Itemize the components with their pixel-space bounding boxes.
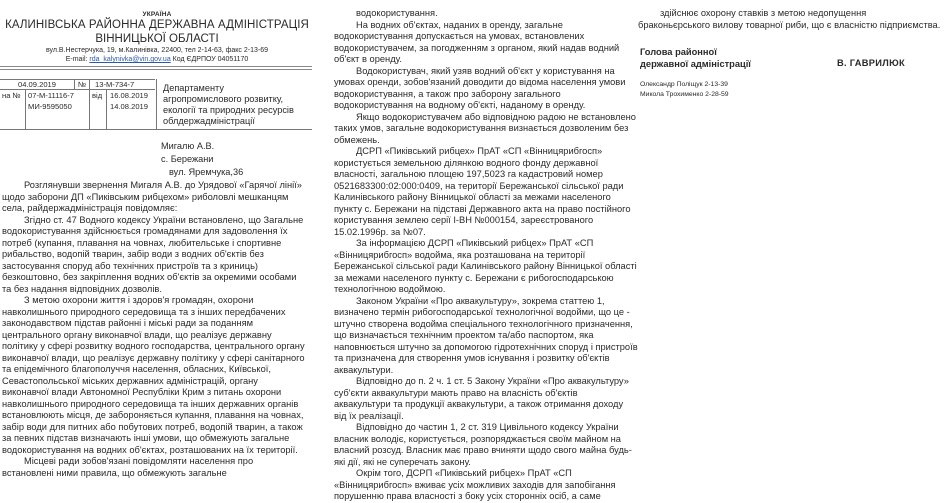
paragraph-line: які дії, які не суперечать закону.: [334, 456, 471, 467]
recipient-line: облдержадміністрації: [163, 116, 255, 126]
reference-date-1: 16.08.2019: [110, 91, 149, 100]
paragraph-line: водокористування допускається на умовах, встановлених: [334, 31, 585, 41]
table-border: [156, 79, 157, 129]
paragraph-line: власник володіє, користується, розпоряджається своїм майном на: [334, 433, 621, 444]
table-border: [25, 89, 26, 129]
recipient-line: Департаменту: [163, 83, 224, 93]
paragraph-line: технологічною водоймою.: [334, 284, 446, 294]
paragraph-line: застосування споруд або технічних пристроїв та з криниць): [2, 260, 259, 271]
paragraph-line: «Вінницярибгосп» вживає усіх можливих заходів для запобігання: [334, 479, 616, 490]
paragraph-line: виконавчої влади, що реалізує державну політику у сфері санітарного: [2, 352, 305, 363]
table-border: [89, 79, 90, 129]
paragraph-line: власності, загальною площею 197,5023 га кадастровий номер: [334, 169, 603, 179]
paragraph-line: Місцеві ради зобов'язані повідомляти населення про: [24, 456, 254, 466]
table-border: [0, 129, 312, 130]
addressee-village: с. Бережани: [161, 154, 214, 164]
edrpou-code: Код ЄДРПОУ 04051170: [170, 56, 249, 63]
paragraph-line: браконьєрського вилову товарної риби, що є власністю підприємства.: [638, 19, 941, 30]
signatory-name: В. ГАВРИЛЮК: [837, 58, 905, 68]
signature-title-line: державної адміністрації: [640, 59, 751, 69]
paragraph-line: визначено термін рибогосподарської технологічної водойми, що це -: [334, 307, 630, 317]
paragraph-line: ДСРП «Пиківський рибцех» ПрАТ «СП «Вінницярибгосп»: [356, 146, 603, 156]
email-label: E-mail:: [65, 56, 90, 63]
paragraph-line: На водних об'єктах, наданих в оренду, загальне: [356, 19, 563, 30]
paragraph-line: З метою охорони життя і здоров'я громадян, охорони: [24, 295, 254, 305]
paragraph-line: Окрім того, ДСРП «Пиківський рибцех» ПрАТ «СП: [356, 468, 572, 478]
signature-title: [640, 46, 751, 70]
letterhead-country: УКРАЇНА: [142, 11, 172, 18]
paragraph-line: водокористування на водному об'єкті, наданому в оренду.: [334, 100, 586, 110]
paragraph-line: аквакультури.: [334, 364, 394, 375]
recipient-line: екології та природних ресурсів: [163, 105, 294, 115]
paragraph-line: Відповідно до частин 1, 2 ст. 319 Цивільного кодексу України: [356, 422, 619, 432]
addressee-name: Мигалю А.В.: [161, 141, 215, 151]
paragraph-line: безкоштовно, без закріплення водних об'єктів за окремими особами: [2, 272, 297, 282]
paragraph-line: законодавством підстав районні і міські ради за поданням: [2, 318, 253, 328]
page-middle-column: [314, 0, 638, 501]
email-link[interactable]: rda_kalynivka@vin.gov.ua: [89, 56, 171, 63]
letterhead-address: вул.В.Нестерчука, 19, м.Калинівка, 22400, тел 2-14-63, факс 2-13-69: [45, 47, 268, 54]
table-border: [74, 79, 75, 89]
reference-number-2: МИ-9595050: [28, 102, 72, 111]
paragraph-line: умовах оренди, зобов'язаний доводити до відома населення умови: [334, 77, 626, 87]
table-border: [106, 89, 107, 129]
paragraph-line: навколишнього природного середовища та інших державних органів: [2, 398, 299, 409]
contact-line: Микола Трохименко 2-28-59: [640, 90, 729, 98]
recipient-block: [163, 83, 294, 127]
paragraph-line: та без надання відповідних дозволів.: [2, 283, 162, 294]
letter-body-right: [638, 8, 940, 31]
paragraph-line: що визначається технічним проектом та/або паспортом, яка: [334, 330, 594, 340]
paragraph-line: 0521683300:02:000:0409, на території Бережанської сільської ради: [334, 180, 624, 191]
reference-date-label: від: [92, 91, 103, 100]
paragraph-line: Калинівського району Вінницької області за межами населеного: [334, 192, 611, 202]
paragraph-line: користується земельною ділянкою водного фонду державної: [334, 157, 599, 168]
paragraph-line: щодо заборони ДП «Пиківським рибцехом» риболовлі мешканцям: [2, 191, 289, 202]
paragraph-line: водокористування.: [356, 8, 438, 18]
addressee-street: вул. Яремчука,36: [169, 167, 244, 177]
paragraph-line: 15.02.1996р. за №07.: [334, 226, 426, 237]
paragraph-line: За інформацією ДСРП «Пиківський рибцех» ПрАТ «СП: [356, 238, 594, 248]
paragraph-line: водокористувачем, за погодженням з органом, який надав водний: [334, 42, 620, 53]
paragraph-line: таких умов, загальне водокористування визнається дозволеним без: [334, 123, 629, 133]
paragraph-line: забір води для питних або побутових потреб, водопій тварин, а також: [2, 421, 303, 432]
contact-line: Олександр Поліщук 2-13-39: [640, 81, 728, 88]
paragraph-line: виконавчої влади Автономної Республіки Крим з питань охорони: [2, 387, 282, 397]
paragraph-line: Розглянувши звернення Мигаля А.В. до Урядової «Гарячої лінії»: [24, 180, 302, 190]
paragraph-line: штучно створена водойма спеціального технологічного призначення,: [334, 318, 633, 329]
outgoing-date: 04.09.2019: [18, 80, 57, 89]
paragraph-line: «Вінницярибгосп» водойма, яка розташована на території: [334, 249, 586, 260]
paragraph-line: за певних підстав визначають інші умови, що обмежують загальне: [2, 433, 290, 443]
letter-body-middle: [334, 8, 638, 503]
executor-contacts: [640, 80, 729, 99]
letterhead-org-name: КАЛИНІВСЬКА РАЙОННА ДЕРЖАВНА АДМІНІСТРАЦІЯ: [5, 19, 309, 31]
paragraph-line: Згідно ст. 47 Водного кодексу України встановлено, що Загальне: [24, 214, 304, 225]
page-left-column: [0, 0, 314, 478]
recipient-line: агропромислового розвитку,: [163, 94, 284, 104]
paragraph-line: встановлені ними правила, що обмежують загальне: [2, 467, 227, 478]
paragraph-line: здійснює охорону ставків з метою недопущення: [660, 8, 867, 18]
outgoing-number-label: №: [78, 80, 87, 89]
reference-date-2: 14.08.2019: [110, 102, 149, 111]
paragraph-line: політику у сфері розвитку водного господарства, центрального органу: [2, 341, 305, 351]
paragraph-line: Водокористувач, який узяв водний об'єкт у користування на: [356, 65, 615, 76]
paragraph-line: від їх реалізації.: [334, 410, 404, 421]
paragraph-line: водокористування на водних об'єктах, розташованих на їх території.: [2, 444, 298, 455]
paragraph-line: обмежень.: [334, 134, 380, 145]
paragraph-line: потреб (купання, плавання на човнах, любительське і спортивне: [2, 237, 282, 248]
letter-body-left: [2, 180, 305, 479]
page-right-column: [632, 0, 950, 475]
paragraph-line: та епідемічного благополуччя населення, обласних, Київської,: [2, 364, 271, 374]
paragraph-line: наповнюється штучно за допомогою гідротехнічних споруд і пристроїв: [334, 341, 638, 352]
paragraph-line: власний розсуд. Власник має право вчиняти щодо свого майна будь-: [334, 445, 632, 455]
letterhead-divider: [0, 66, 312, 67]
paragraph-line: та призначена для створення умов існування і розвитку об'єктів: [334, 353, 610, 363]
addressee-block: [161, 140, 243, 179]
paragraph-line: порушенню права власності з боку усіх сторонніх осіб, а саме: [334, 491, 601, 501]
paragraph-line: Бережанської сільської ради Калинівського району Вінницької області: [334, 261, 637, 271]
reference-number-1: 07-М-11116-7: [28, 91, 75, 100]
paragraph-line: Севастопольської міських державних адміністрацій, органу: [2, 375, 258, 386]
paragraph-line: встановлюють місця, де забороняється купання, плавання на човнах,: [2, 410, 304, 420]
paragraph-line: аквакультури та продукції аквакультури, а також отримання доходу: [334, 399, 624, 409]
table-border: [0, 89, 155, 90]
paragraph-line: водокористування здійснюється громадянами для задоволення їх: [2, 226, 288, 236]
signature-title-line: Голова районної: [640, 47, 717, 57]
letterhead-org-region: ВІННИЦЬКОЇ ОБЛАСТІ: [95, 33, 219, 45]
letterhead-contacts: [0, 56, 314, 63]
paragraph-line: центрального органу виконавчої влади, що реалізує державну: [2, 329, 272, 340]
paragraph-line: за межами населеного пункту с. Бережани є рибогосподарською: [334, 272, 614, 283]
paragraph-line: Законом України «Про аквакультуру», зокрема статтею 1,: [356, 295, 605, 306]
letterhead-divider: [0, 69, 312, 70]
paragraph-line: рибальство, водопій тварин, забір води з водних об'єктів без: [2, 249, 264, 259]
paragraph-line: об'єкт в оренду.: [334, 54, 402, 64]
outgoing-number: 13-М-734-7: [95, 80, 135, 89]
paragraph-line: суб'єкти аквакультури мають право на власність об'єктів: [334, 387, 578, 398]
paragraph-line: Якщо водокористувачем або відповідною радою не встановлено: [356, 111, 636, 122]
paragraph-line: користування землею серії І-ВН №000154, зареєстрованого: [334, 215, 594, 225]
paragraph-line: села, райдержадміністрація повідомляє:: [2, 203, 178, 213]
paragraph-line: водокористування, а також про заборону загального: [334, 88, 561, 99]
reference-label: на №: [2, 91, 21, 100]
paragraph-line: Відповідно до п. 2 ч. 1 ст. 5 Закону України «Про аквакультуру»: [356, 376, 629, 386]
paragraph-line: навколишнього природного середовища та з інших передбачених: [2, 306, 286, 317]
paragraph-line: пункту с. Бережани на підставі Державного акта на право постійного: [334, 203, 631, 214]
